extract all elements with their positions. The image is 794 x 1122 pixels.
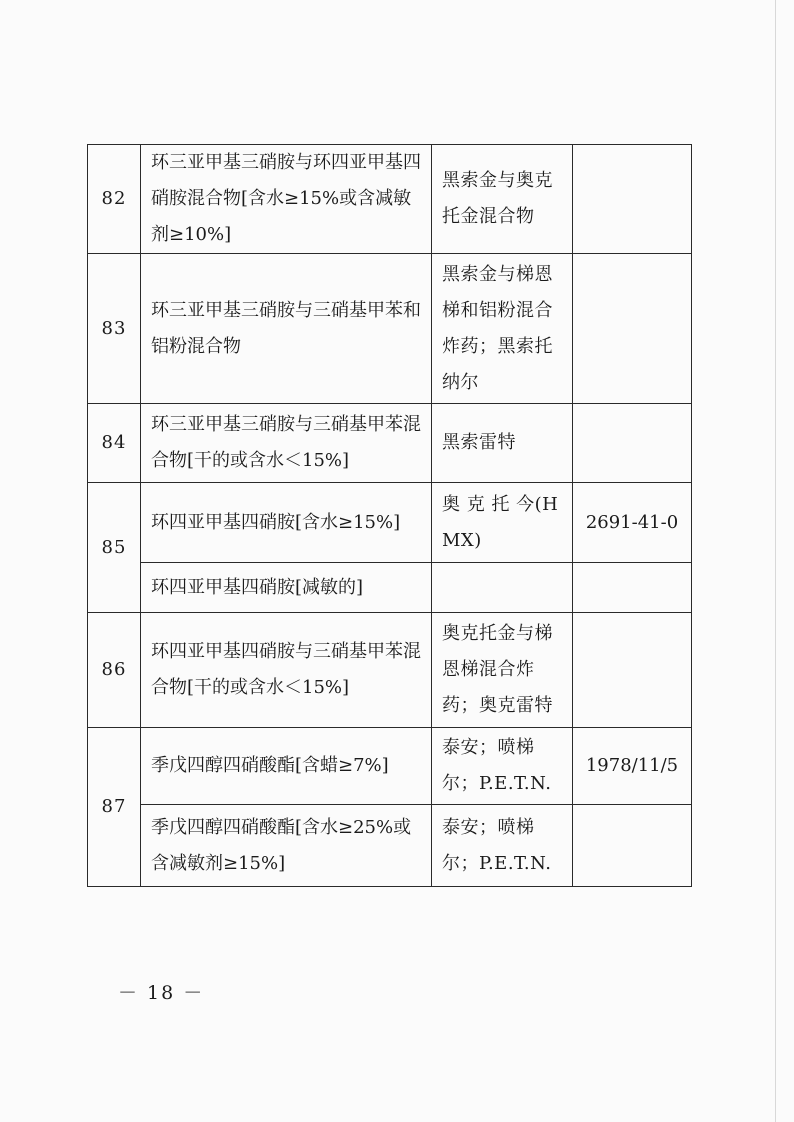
row-number: 86 (88, 613, 141, 728)
cas-number (573, 145, 692, 254)
cas-number (573, 805, 692, 887)
chemical-name: 季戊四醇四硝酸酯[含水≥25%或含减敏剂≥15%] (141, 805, 432, 887)
table-row (88, 728, 692, 805)
cas-number: 1978/11/5 (573, 728, 692, 805)
cas-number (573, 613, 692, 728)
hazardous-chemicals-table (87, 144, 692, 887)
cas-number (573, 254, 692, 404)
chemical-alias: 泰安；喷梯尔；P.E.T.N. (432, 728, 573, 805)
row-number: 82 (88, 145, 141, 254)
chemical-alias (432, 563, 573, 613)
row-number: 87 (88, 728, 141, 887)
chemical-alias: 黑索雷特 (432, 404, 573, 483)
chemical-alias: 奥克托金与梯恩梯混合炸药；奥克雷特 (432, 613, 573, 728)
chemical-name: 季戊四醇四硝酸酯[含蜡≥7%] (141, 728, 432, 805)
chemical-name: 环三亚甲基三硝胺与环四亚甲基四硝胺混合物[含水≥15%或含减敏剂≥10%] (141, 145, 432, 254)
chemical-name: 环四亚甲基四硝胺[减敏的] (141, 563, 432, 613)
row-number: 84 (88, 404, 141, 483)
table-row (88, 404, 692, 483)
page-number: － 18 － (118, 982, 205, 1004)
table-row (88, 563, 692, 613)
chemical-name: 环三亚甲基三硝胺与三硝基甲苯和铝粉混合物 (141, 254, 432, 404)
chemical-name: 环四亚甲基四硝胺[含水≥15%] (141, 483, 432, 563)
row-number: 85 (88, 483, 141, 613)
cas-number (573, 404, 692, 483)
table-row (88, 805, 692, 887)
table-row (88, 483, 692, 563)
page-edge (775, 0, 776, 1122)
table-row (88, 145, 692, 254)
chemical-name: 环四亚甲基四硝胺与三硝基甲苯混合物[干的或含水＜15%] (141, 613, 432, 728)
row-number: 83 (88, 254, 141, 404)
chemical-alias: 黑索金与梯恩梯和铝粉混合炸药；黑索托纳尔 (432, 254, 573, 404)
cas-number: 2691-41-0 (573, 483, 692, 563)
chemical-alias: 奥 克 托 今(HMX) (432, 483, 573, 563)
chemical-alias: 泰安；喷梯尔；P.E.T.N. (432, 805, 573, 887)
chemical-alias: 黑索金与奥克托金混合物 (432, 145, 573, 254)
cas-number (573, 563, 692, 613)
table-row (88, 254, 692, 404)
chemical-name: 环三亚甲基三硝胺与三硝基甲苯混合物[干的或含水＜15%] (141, 404, 432, 483)
table-row (88, 613, 692, 728)
